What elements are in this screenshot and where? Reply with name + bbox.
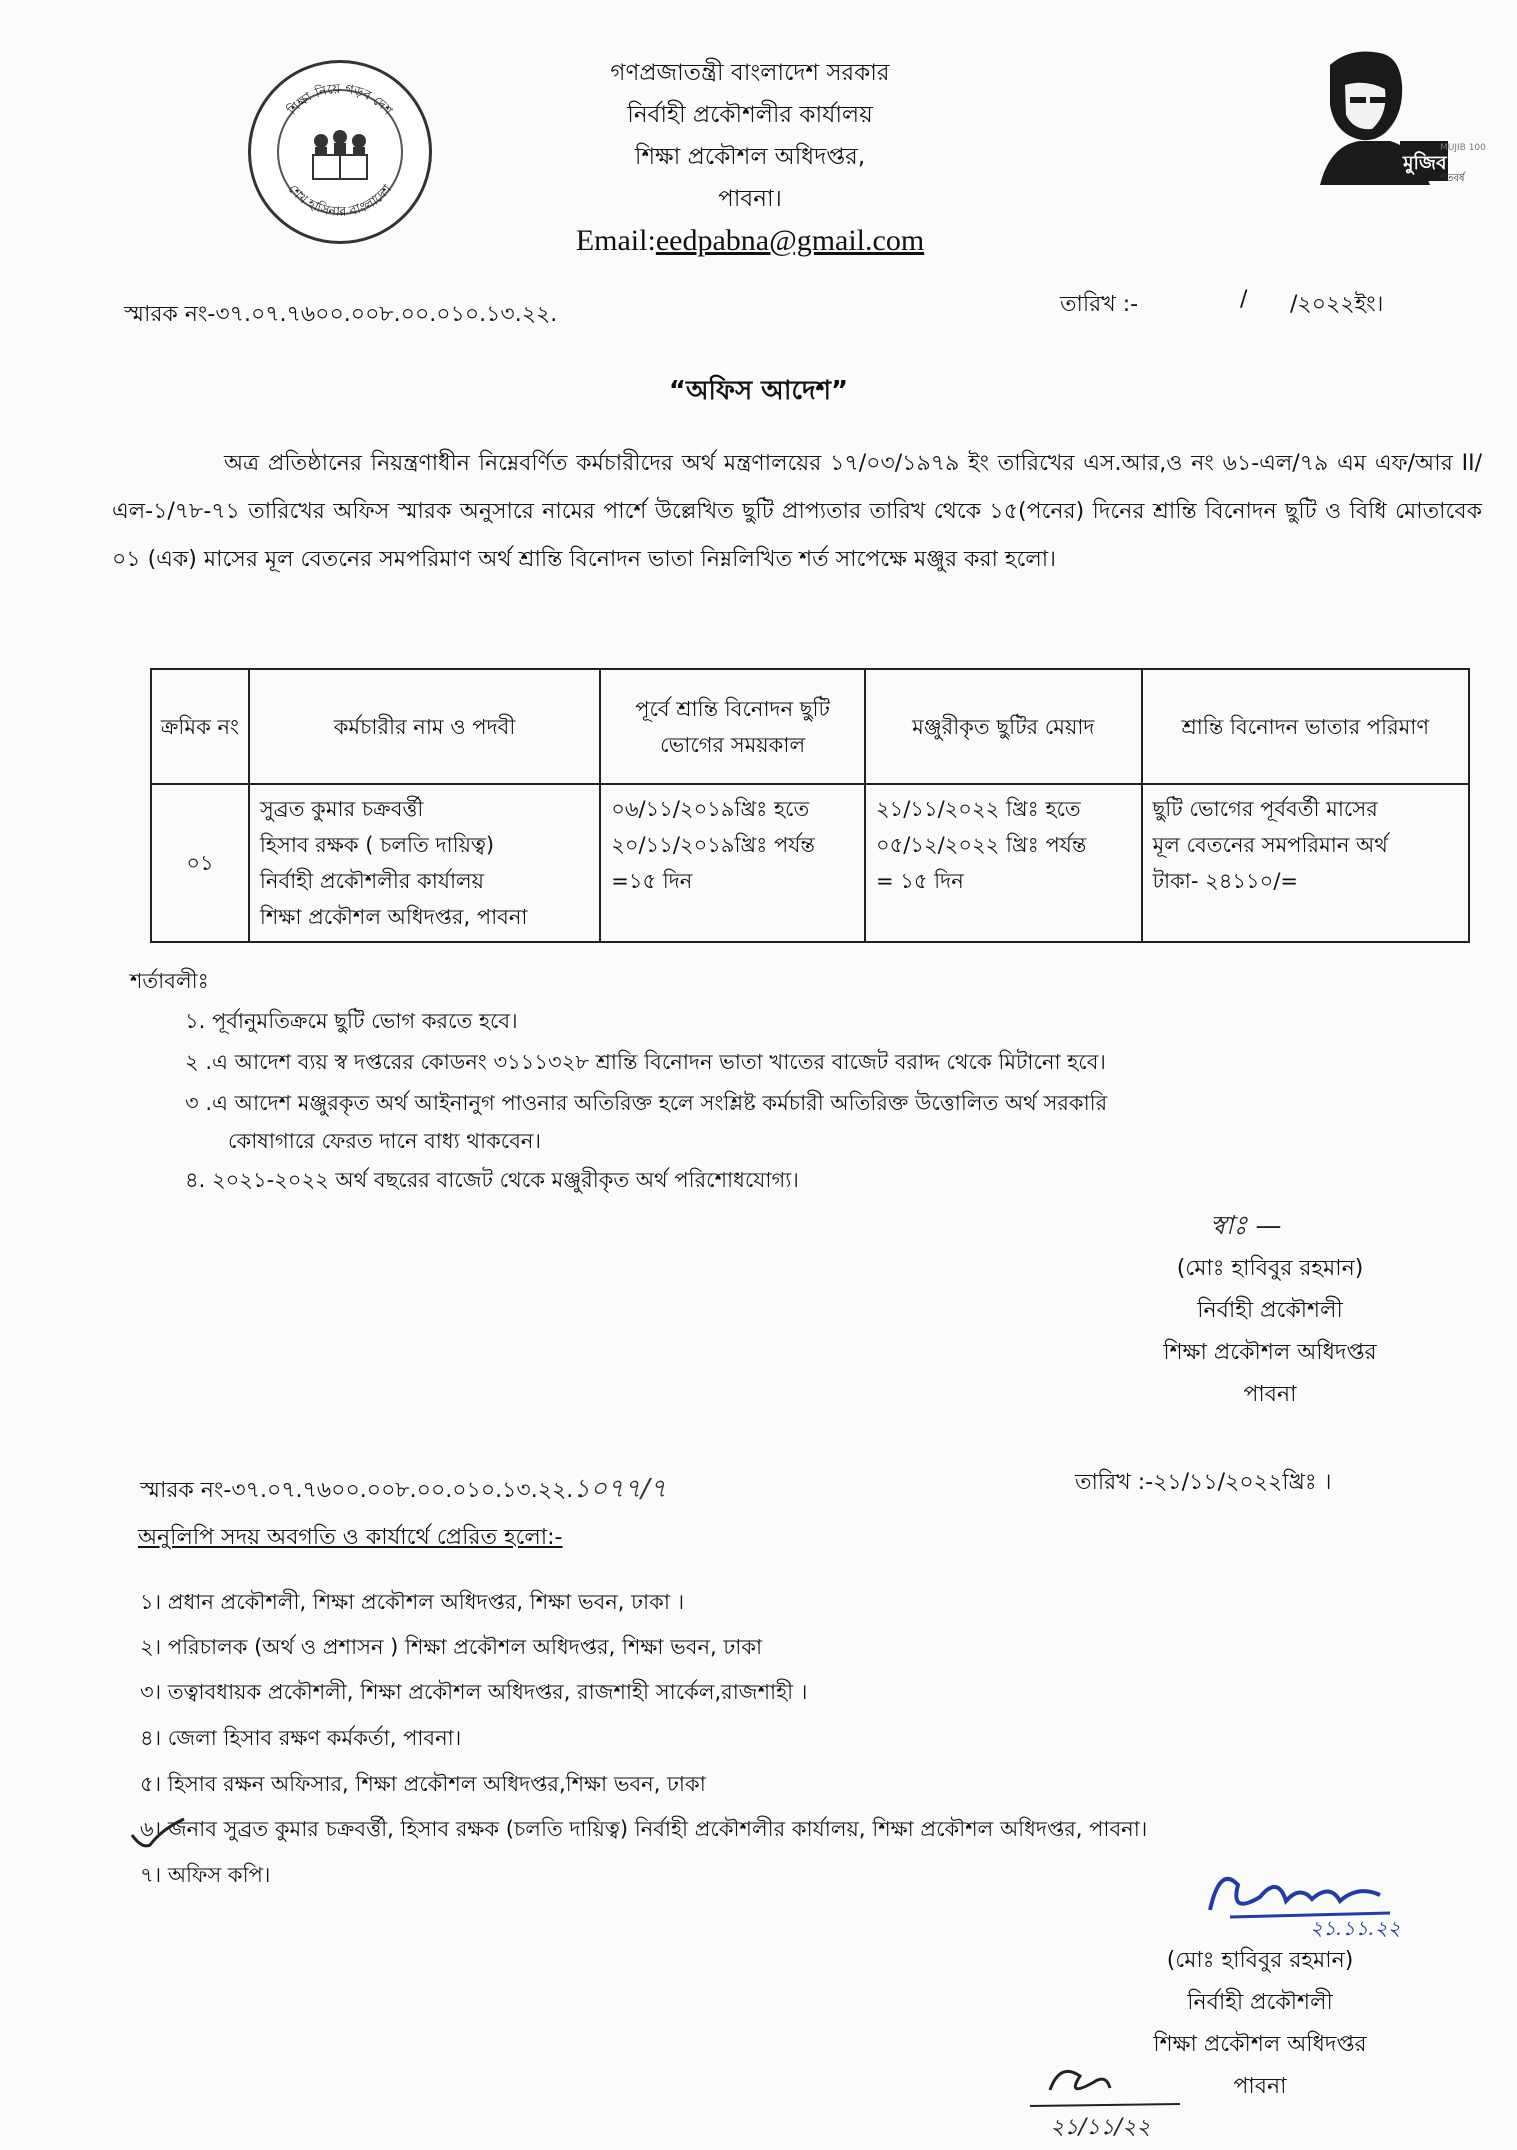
previous-leave-to: ২০/১১/২০১৯খ্রিঃ পর্যন্ত xyxy=(611,833,815,857)
distribution-item-1: ১। প্রধান প্রকৌশলী, শিক্ষা প্রকৌশল অধিদপ্তর, শিক্ষা ভবন, ঢাকা । xyxy=(140,1590,685,1614)
signature-mark: স্বাঃ — xyxy=(1210,1211,1282,1241)
initial-signature-icon xyxy=(1010,2050,1210,2145)
distribution-item-7: ৭। অফিস কপি। xyxy=(140,1863,271,1887)
signatory-name: (মোঃ হাবিবুর রহমান) xyxy=(1176,1256,1364,1281)
memo2-date: তারিখ :-২১/১১/২০২২খ্রিঃ । xyxy=(1075,1470,1332,1495)
condition-item-3: ৩ .এ আদেশ মঞ্জুরকৃত অর্থ আইনানুগ পাওনার অতিরিক্ত হলে সংশ্লিষ্ট কর্মচারী অতিরিক্ত উত্তোলিত অর্থ সরকারি xyxy=(185,1091,1108,1115)
sanctioned-leave-days: = ১৫ দিন xyxy=(875,869,964,893)
previous-leave-from: ০৬/১১/২০১৯খ্রিঃ হতে xyxy=(611,797,810,821)
portrait-icon xyxy=(1290,45,1486,185)
memo-date-value: /২০২২ইং। xyxy=(1290,292,1384,317)
cell-name xyxy=(249,784,600,942)
cell-serial: ০১ xyxy=(151,784,249,942)
cell-previous-leave xyxy=(600,784,865,942)
svg-text:শেখ হাসিনার বাংলাদেশ xyxy=(285,182,396,220)
signature2-date: ২১.১১.২২ xyxy=(1310,1916,1401,1940)
education-logo xyxy=(248,60,432,244)
signatory2-office: শিক্ষা প্রকৌশল অধিদপ্তর xyxy=(1153,2032,1367,2057)
table-header-row xyxy=(151,669,1469,784)
signatory-place: পাবনা xyxy=(1243,1382,1297,1407)
cell-allowance-amount xyxy=(1142,784,1469,942)
sanctioned-leave-from: ২১/১১/২০২২ খ্রিঃ হতে xyxy=(875,797,1081,821)
employee-name: সুব্রত কুমার চক্রবর্ত্তী xyxy=(259,797,424,821)
distribution-item-6: ৬। জনাব সুব্রত কুমার চক্রবর্ত্তী, হিসাব রক্ষক (চলতি দায়িত্ব) নির্বাহী প্রকৌশলীর কার্যালয়, শিক্ষা প্রকৌশল অধিদপ্তর, পাবনা। xyxy=(140,1817,1148,1841)
government-header xyxy=(420,52,1080,262)
col-header-name: কর্মচারীর নাম ও পদবী xyxy=(249,669,600,784)
signatory-office: শিক্ষা প্রকৌশল অধিদপ্তর xyxy=(1163,1340,1377,1365)
header-line-office: নির্বাহী প্রকৌশলীর কার্যালয় xyxy=(627,102,873,128)
order-body-paragraph: অত্র প্রতিষ্ঠানের নিয়ন্ত্রণাধীন নিম্নেবর্ণিত কর্মচারীদের অর্থ মন্ত্রণালয়ের ১৭/০৩/১৯৭৯ ইং তারিখের এস.আর,ও নং ৬১-এল/৭৯ এম এফ/আর II/এল-১/৭৮-৭১ তারিখের অফিস স্মারক অনুসারে নামের পার্শে উল্লেখিত ছুটি প্রাপ্যতার তারিখ থেকে ১৫(পনের) দিনের শ্রান্তি বিনোদন ছুটি ও বিধি মোতাবেক ০১ (এক) মাসের মূল বেতনের সমপরিমাণ অর্থ শ্রান্তি বিনোদন ভাতা নিম্নলিখিত শর্ত সাপেক্ষে মঞ্জুর করা হলো। xyxy=(112,451,1482,572)
previous-leave-days: =১৫ দিন xyxy=(611,869,693,893)
signatory2-place: পাবনা xyxy=(1233,2074,1287,2099)
col-header-allowance-amount: শ্রান্তি বিনোদন ভাতার পরিমাণ xyxy=(1142,669,1469,784)
allowance-table xyxy=(150,668,1470,943)
sanctioned-leave-to: ০৫/১২/২০২২ খ্রিঃ পর্যন্ত xyxy=(875,833,1087,857)
office-order-title: “অফিস আদেশ” xyxy=(668,376,849,406)
logo-bottom-text: শেখ হাসিনার বাংলাদেশ xyxy=(284,181,396,220)
employee-office: নির্বাহী প্রকৌশলীর কার্যালয় xyxy=(259,869,485,893)
allowance-line-1: ছুটি ভোগের পূর্ববর্তী মাসের xyxy=(1152,797,1378,821)
memo-date-slash: / xyxy=(1240,287,1248,312)
distribution-item-4: ৪। জেলা হিসাব রক্ষণ কর্মকর্তা, পাবনা। xyxy=(140,1726,462,1750)
emblem-number: MUJIB 100 xyxy=(1440,143,1486,153)
header-line-government: গণপ্রজাতন্ত্রী বাংলাদেশ সরকার xyxy=(610,60,890,86)
employee-department: শিক্ষা প্রকৌশল অধিদপ্তর, পাবনা xyxy=(259,905,528,929)
col-header-sanctioned-leave: মঞ্জুরীকৃত ছুটির মেয়াদ xyxy=(865,669,1142,784)
memo-reference: স্মারক নং-৩৭.০৭.৭৬০০.০০৮.০০.০১০.১৩.২২. xyxy=(124,302,558,327)
distribution-title: অনুলিপি সদয় অবগতি ও কার্যার্থে প্রেরিত হলো:- xyxy=(138,1525,563,1550)
header-line-department: শিক্ষা প্রকৌশল অধিদপ্তর, xyxy=(634,144,866,170)
memo2-reference xyxy=(140,1468,667,1512)
logo-emblem-icon xyxy=(251,63,429,241)
tick-mark-icon xyxy=(128,1815,188,1851)
mujib-100-emblem xyxy=(1290,45,1486,185)
email-prefix: Email: xyxy=(575,224,656,257)
emblem-text: মুজিব xyxy=(1403,152,1447,174)
distribution-item-2: ২। পরিচালক (অর্থ ও প্রশাসন ) শিক্ষা প্রকৌশল অধিদপ্তর, শিক্ষা ভবন, ঢাকা xyxy=(140,1635,763,1659)
col-header-previous-leave: পূর্বে শ্রান্তি বিনোদন ছুটি ভোগের সময়কাল xyxy=(600,669,865,784)
header-email xyxy=(420,220,1080,262)
distribution-item-5: ৫। হিসাব রক্ষন অফিসার, শিক্ষা প্রকৌশল অধিদপ্তর,শিক্ষা ভবন, ঢাকা xyxy=(140,1772,706,1796)
cell-sanctioned-leave xyxy=(865,784,1142,942)
signatory-designation: নির্বাহী প্রকৌশলী xyxy=(1197,1298,1343,1323)
signature-block-1 xyxy=(1090,1248,1450,1416)
allowance-line-2: মূল বেতনের সমপরিমান অর্থ xyxy=(1152,833,1388,857)
condition-item-3-cont: কোষাগারে ফেরত দানে বাধ্য থাকবেন। xyxy=(228,1129,541,1153)
logo-top-text: শিক্ষা নিয়ে গড়ব দেশ xyxy=(285,81,395,119)
signatory2-designation: নির্বাহী প্রকৌশলী xyxy=(1187,1990,1333,2015)
condition-item-2: ২ .এ আদেশ ব্যয় স্ব দপ্তরের কোডনং ৩১১১৩২৮ শ্রান্তি বিনোদন ভাতা খাতের বাজেট বরাদ্দ থেকে মিটানো হবে। xyxy=(185,1050,1106,1074)
signatory2-name: (মোঃ হাবিবুর রহমান) xyxy=(1166,1948,1354,1973)
header-line-district: পাবনা। xyxy=(718,186,782,212)
memo-date-label: তারিখ :- xyxy=(1060,292,1139,317)
email-address[interactable]: eedpabna@gmail.com xyxy=(655,224,925,257)
svg-text:শিক্ষা নিয়ে গড়ব দেশ xyxy=(284,82,395,119)
distribution-item-3: ৩। তত্বাবধায়ক প্রকৌশলী, শিক্ষা প্রকৌশল অধিদপ্তর, রাজশাহী সার্কেল,রাজশাহী । xyxy=(140,1680,808,1704)
handwritten-signature-icon xyxy=(1190,1855,1430,1945)
table-row xyxy=(151,784,1469,942)
emblem-sub: শতবর্ষ xyxy=(1440,173,1465,184)
allowance-amount: টাকা- ২৪১১০/= xyxy=(1152,869,1299,893)
col-header-serial: ক্রমিক নং xyxy=(151,669,249,784)
conditions-title: শর্তাবলীঃ xyxy=(130,969,209,993)
condition-item-4: ৪. ২০২১-২০২২ অর্থ বছরের বাজেট থেকে মঞ্জুরীকৃত অর্থ পরিশোধযোগ্য। xyxy=(185,1168,799,1192)
initial-date: ২১/১১/২২ xyxy=(1050,2115,1151,2140)
employee-designation: হিসাব রক্ষক ( চলতি দায়িত্ব) xyxy=(259,833,495,857)
condition-item-1: ১. পূর্বানুমতিক্রমে ছুটি ভোগ করতে হবে। xyxy=(185,1009,518,1033)
memo2-handwritten-number: ১০৭৭/৭ xyxy=(573,1474,667,1504)
memo2-ref-number: স্মারক নং-৩৭.০৭.৭৬০০.০০৮.০০.০১০.১৩.২২. xyxy=(140,1478,574,1503)
